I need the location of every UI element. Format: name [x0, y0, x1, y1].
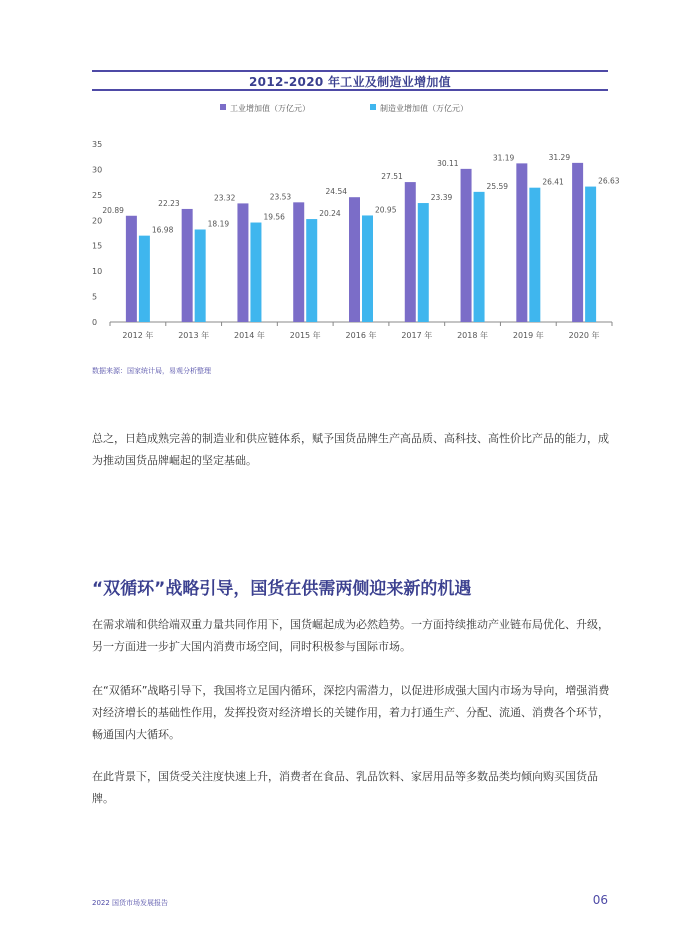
- figure-header: [92, 70, 608, 88]
- legend-label-0: 工业增加值（万亿元）: [230, 104, 310, 113]
- y-tick-label: 35: [92, 140, 103, 149]
- data-label-0: 27.51: [381, 172, 403, 182]
- y-tick-label: 25: [92, 190, 103, 200]
- bar-1: [195, 229, 206, 322]
- bar-0: [293, 202, 304, 322]
- bar-1: [585, 187, 596, 322]
- bar-0: [182, 209, 193, 322]
- x-tick-label: 2015 年: [289, 331, 321, 340]
- y-tick-label: 10: [92, 267, 103, 277]
- x-tick-label: 2013 年: [178, 331, 210, 340]
- section-title: “双循环”战略引导，国货在供需两侧迎来新的机遇: [92, 579, 472, 599]
- bar-0: [572, 163, 583, 322]
- y-tick-label: 0: [92, 318, 98, 327]
- bar-0: [349, 197, 360, 322]
- data-label-1: 20.95: [375, 205, 397, 215]
- bar-1: [250, 223, 261, 322]
- data-label-0: 31.19: [492, 153, 515, 163]
- bar-1: [418, 203, 429, 322]
- bar-chart: [80, 96, 620, 358]
- x-tick-label: 2017 年: [401, 331, 433, 340]
- data-label-1: 26.63: [598, 176, 620, 186]
- figure-bottom-rule: [92, 89, 608, 91]
- bar-0: [405, 182, 416, 322]
- paragraph-summary: 总之，日趋成熟完善的制造业和供应链体系，赋予国货品牌生产高品质、高科技、高性价比产品的能力，成为推动国货品牌崛起的坚定基础。: [92, 432, 609, 467]
- y-tick-label: 5: [92, 292, 98, 302]
- data-label-1: 16.98: [151, 225, 174, 235]
- x-tick-label: 2012 年: [122, 331, 154, 340]
- data-label-0: 24.54: [325, 187, 347, 197]
- data-label-1: 20.24: [319, 209, 341, 219]
- chart-title: 2012-2020 年工业及制造业增加值: [249, 75, 451, 89]
- data-label-0: 23.32: [213, 193, 236, 203]
- bar-1: [362, 215, 373, 322]
- data-label-0: 30.11: [437, 158, 459, 168]
- legend-swatch-0: [220, 104, 226, 110]
- x-tick-label: 2016 年: [345, 331, 377, 340]
- data-label-1: 19.56: [263, 212, 285, 222]
- page-number: 06: [592, 893, 608, 907]
- legend-label-1: 制造业增加值（万亿元）: [380, 104, 468, 113]
- data-label-1: 25.59: [486, 181, 509, 191]
- bar-1: [529, 188, 540, 322]
- figure-top-rule: [92, 70, 608, 72]
- data-label-0: 20.89: [102, 205, 124, 215]
- bar-0: [516, 163, 527, 322]
- bar-0: [126, 216, 137, 322]
- y-tick-label: 20: [92, 216, 103, 226]
- data-label-1: 23.39: [430, 193, 453, 203]
- x-tick-label: 2018 年: [457, 331, 489, 340]
- data-label-1: 26.41: [542, 177, 564, 187]
- paragraph-intro: 在需求端和供给端双重力量共同作用下，国货崛起成为必然趋势。一方面持续推动产业链布局优化、升级，另一方面进一步扩大国内消费市场空间，同时积极参与国际市场。: [92, 618, 609, 653]
- y-tick-label: 15: [92, 241, 103, 251]
- source-note: 数据来源：国家统计局，易观分析整理: [92, 367, 211, 375]
- bar-1: [139, 236, 150, 322]
- legend-swatch-1: [370, 104, 376, 110]
- x-tick-label: 2020 年: [568, 331, 600, 340]
- data-label-0: 22.23: [158, 198, 180, 208]
- data-label-1: 18.19: [207, 219, 230, 229]
- data-label-0: 23.53: [269, 192, 292, 202]
- data-label-0: 31.29: [548, 152, 571, 162]
- x-tick-label: 2019 年: [512, 331, 544, 340]
- paragraph-dual-circulation: 在“双循环”战略引导下，我国将立足国内循环，深挖内需潜力，以促进形成强大国内市场为导向，增强消费对经济增长的基础性作用，发挥投资对经济增长的关键作用，着力打通生产、分配、流通、消费各个环节，畅通国内大循环。: [92, 684, 610, 741]
- y-tick-label: 30: [92, 165, 103, 175]
- bar-1: [474, 192, 485, 322]
- bar-1: [306, 219, 317, 322]
- paragraph-background: 在此背景下，国货受关注度快速上升，消费者在食品、乳品饮料、家居用品等多数品类均倾向购买国货品牌。: [92, 770, 598, 805]
- footer-report-title: 2022 国货市场发展报告: [92, 899, 169, 907]
- x-tick-label: 2014 年: [233, 331, 265, 340]
- bar-0: [461, 169, 472, 322]
- bar-0: [237, 203, 248, 322]
